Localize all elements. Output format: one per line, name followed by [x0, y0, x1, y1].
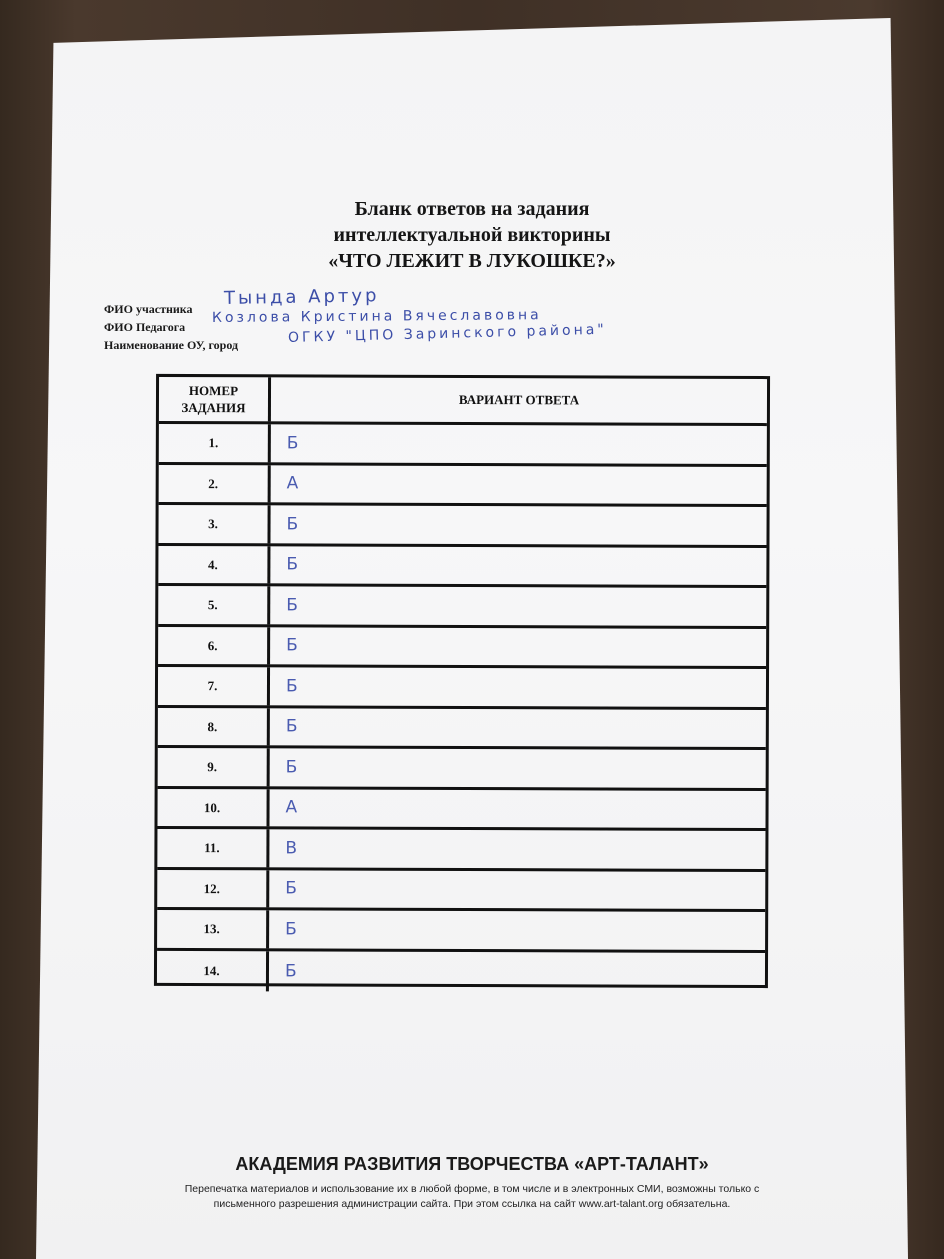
task-number: 10. [157, 788, 269, 826]
task-number: 1. [159, 424, 271, 462]
answer-handwritten: Б [285, 878, 297, 899]
footer-note-line2: письменного разрешения администрации сайта. При этом ссылка на сайт www.art-talant.org обязательна. [213, 1198, 731, 1210]
task-number: 14. [157, 950, 269, 991]
answer-handwritten: Б [285, 757, 298, 778]
table-row [157, 829, 765, 872]
participant-name-handwritten: Тында Артур [223, 285, 380, 309]
task-number: 12. [157, 869, 269, 907]
answer-handwritten: В [285, 838, 298, 859]
table-row [158, 586, 766, 629]
task-number: 3. [158, 505, 270, 543]
footer-copyright-note [0, 1182, 944, 1212]
header-task-number [159, 377, 271, 421]
form-title-line1: Бланк ответов на задания [354, 198, 590, 220]
task-number: 7. [158, 667, 270, 705]
table-row [159, 424, 767, 467]
answer-handwritten: Б [286, 635, 298, 656]
header-answer-variant: ВАРИАНТ ОТВЕТА [458, 391, 580, 408]
answer-table [154, 374, 770, 988]
answer-handwritten: Б [285, 716, 298, 737]
answer-handwritten: А [285, 797, 298, 818]
task-number: 5. [158, 586, 270, 624]
task-number: 11. [157, 829, 269, 867]
answer-handwritten: А [286, 473, 299, 494]
participant-label: ФИО участника [104, 302, 193, 316]
header-task-number-line1: НОМЕР [188, 383, 239, 399]
task-number: 2. [159, 464, 271, 502]
task-number: 9. [158, 748, 270, 786]
table-row [157, 950, 765, 993]
answer-handwritten: Б [285, 676, 298, 697]
organization-label: Наименование ОУ, город [104, 338, 239, 352]
footer-note-line1: Перепечатка материалов и использование их в любой форме, в том числе и в электронных СМИ, возможны только с [184, 1183, 760, 1195]
form-title-line3: «ЧТО ЛЕЖИТ В ЛУКОШКЕ?» [328, 250, 616, 272]
task-number: 8. [158, 707, 270, 745]
table-row [159, 464, 767, 507]
task-number: 6. [158, 626, 270, 664]
answer-handwritten: Б [286, 514, 299, 535]
form-title [0, 196, 944, 274]
answer-handwritten: Б [284, 961, 297, 982]
table-row [158, 505, 766, 548]
answer-handwritten: Б [286, 433, 299, 454]
table-row [158, 748, 766, 791]
table-row [158, 667, 766, 710]
table-row [158, 626, 766, 669]
table-row [157, 869, 765, 912]
teacher-label: ФИО Педагога [104, 320, 186, 334]
organization-name-handwritten: ОГКУ "ЦПО Заринского района" [287, 321, 607, 346]
answer-handwritten: Б [286, 554, 299, 575]
table-row [157, 788, 765, 831]
table-row [158, 545, 766, 588]
table-row [158, 707, 766, 750]
header-task-number-line2: ЗАДАНИЯ [181, 400, 246, 416]
task-number: 4. [158, 545, 270, 583]
form-title-line2: интеллектуальной викторины [333, 224, 611, 246]
teacher-name-handwritten: Козлова Кристина Вячеславовна [211, 307, 542, 326]
footer-organization: АКАДЕМИЯ РАЗВИТИЯ ТВОРЧЕСТВА «АРТ-ТАЛАНТ» [235, 1154, 709, 1174]
answer-handwritten: Б [285, 919, 297, 940]
task-number: 13. [157, 910, 269, 948]
answer-handwritten: Б [286, 595, 298, 616]
table-row [157, 910, 765, 953]
table-header-row [159, 377, 767, 426]
